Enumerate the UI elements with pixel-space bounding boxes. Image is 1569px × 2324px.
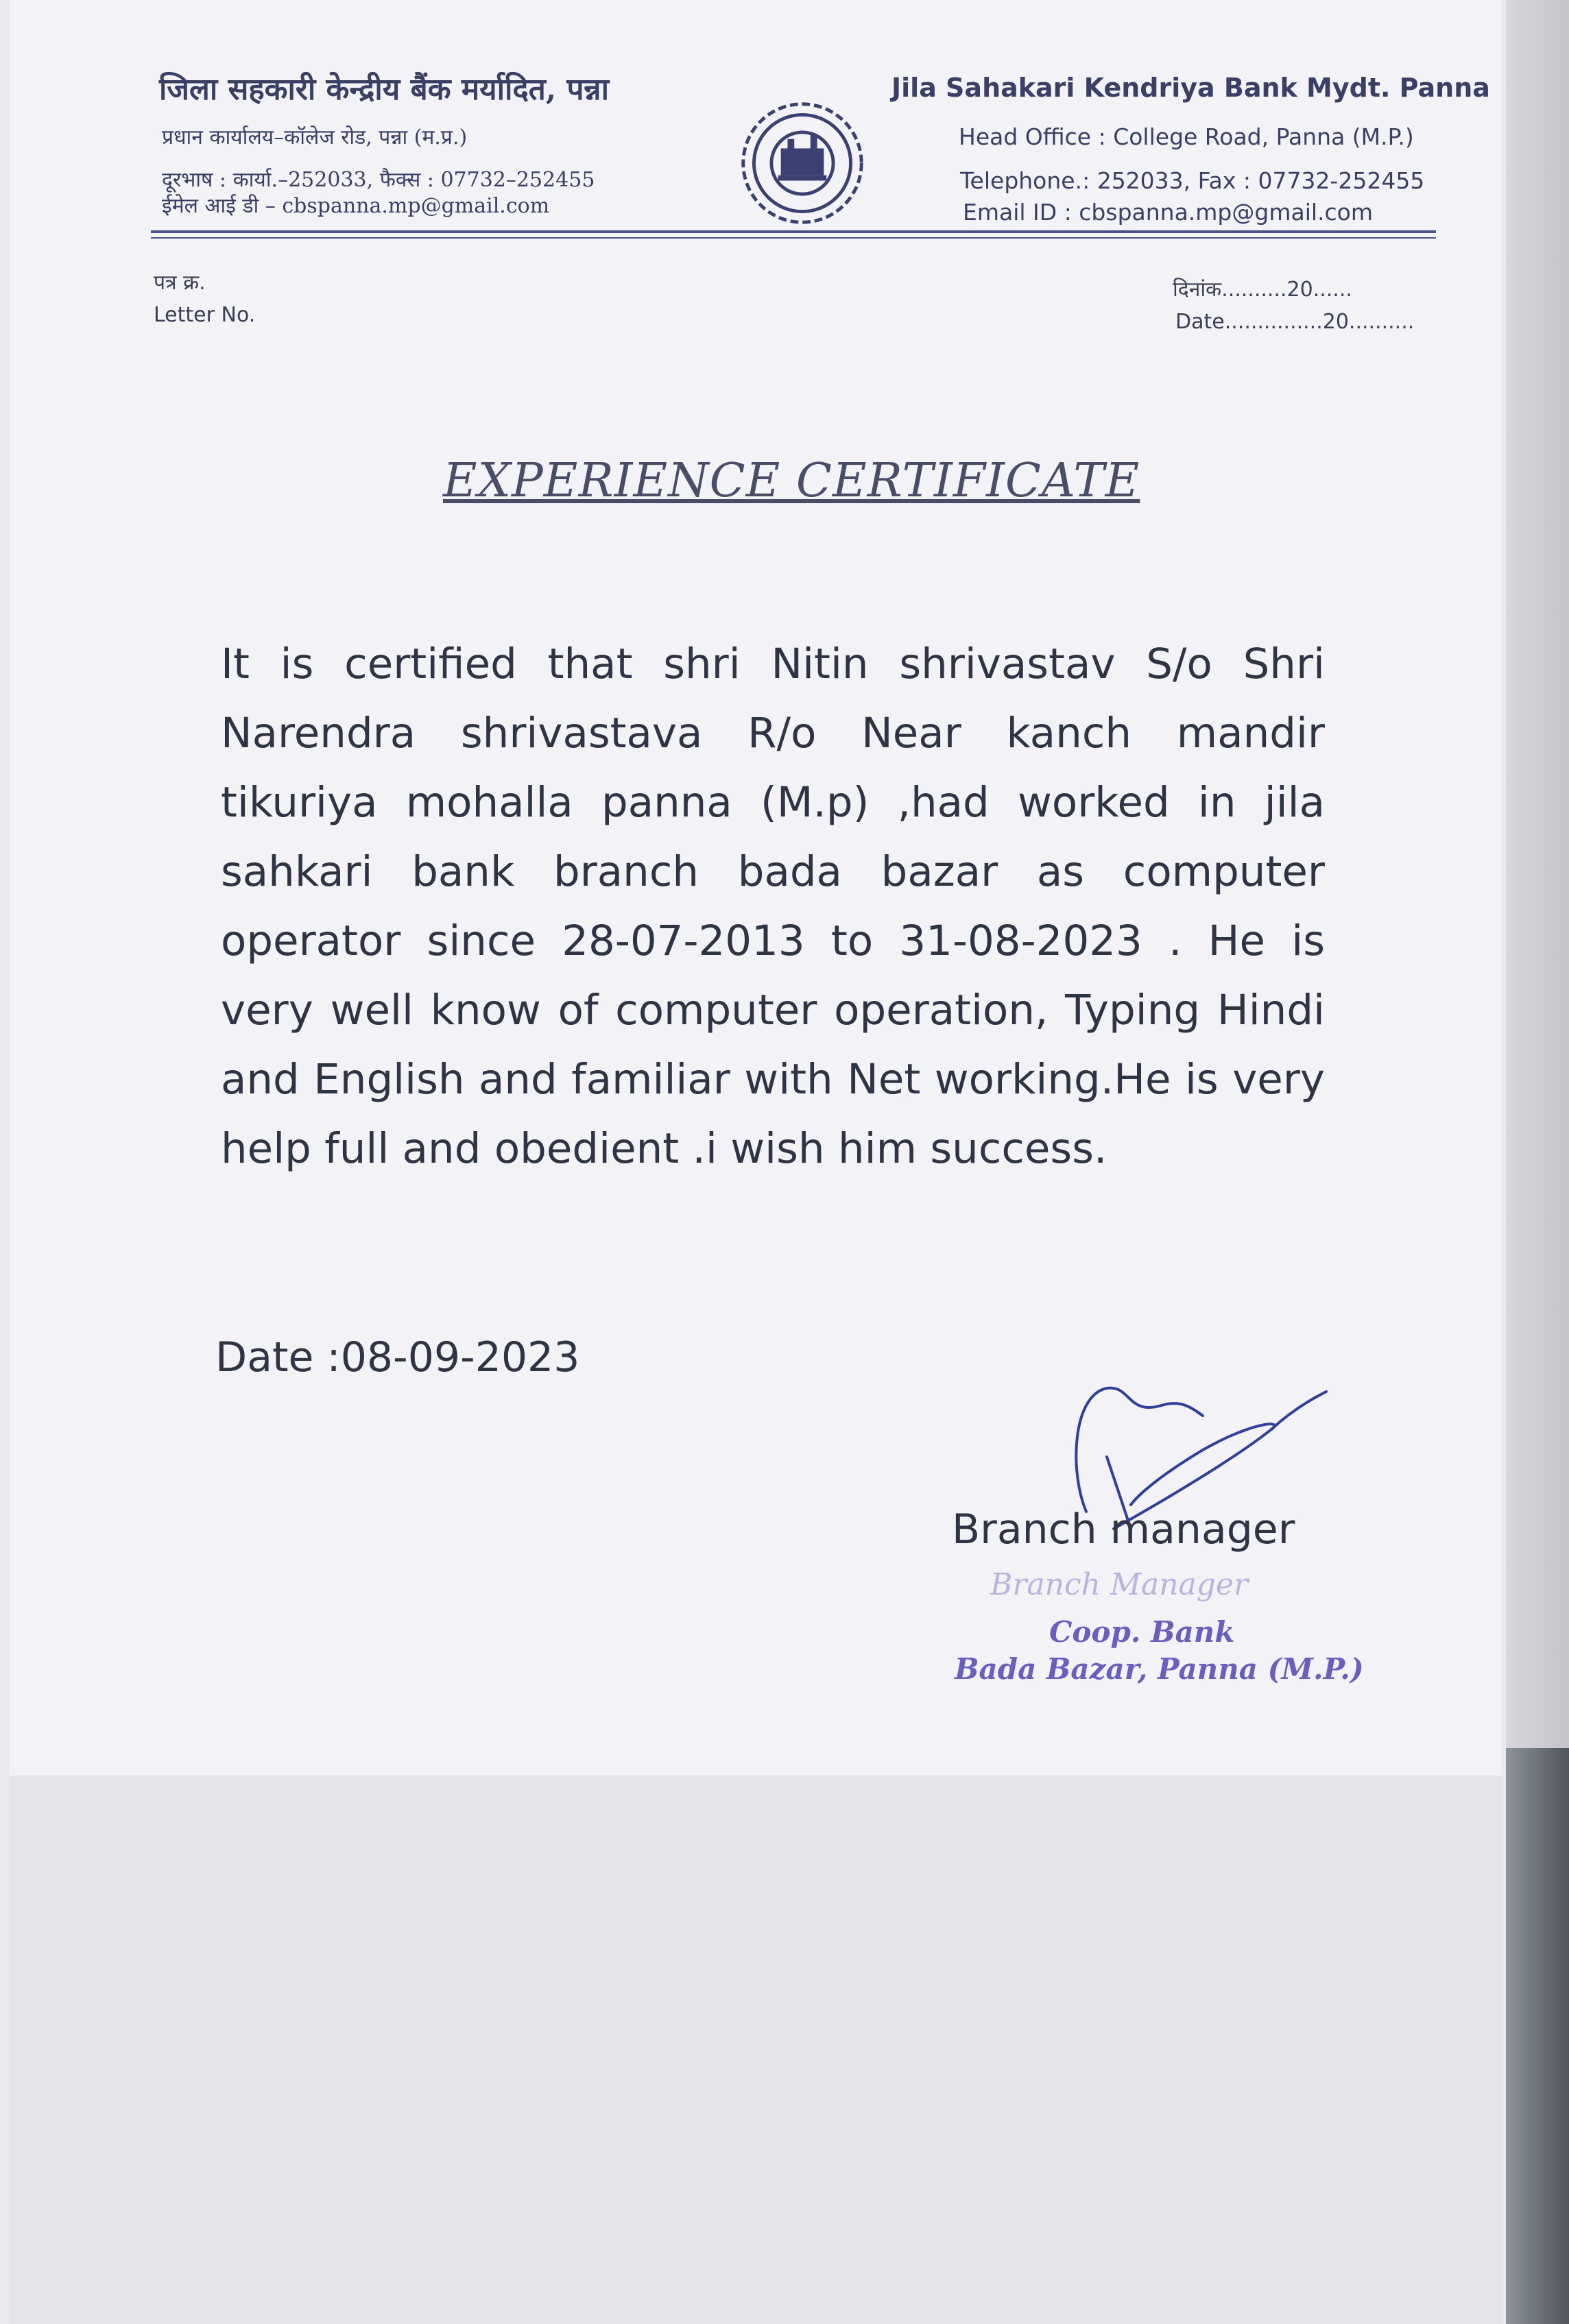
header-rule (151, 230, 1436, 233)
paper-lower-area (10, 1776, 1502, 2324)
stamp-line-3: Bada Bazar, Panna (M.P.) (955, 1652, 1364, 1686)
background-surface (1506, 1748, 1569, 2324)
issue-date: Date :08-09-2023 (215, 1333, 580, 1381)
stamp-line-2: Coop. Bank (1049, 1615, 1235, 1649)
head-office-hindi: प्रधान कार्यालय–कॉलेज रोड, पन्ना (म.प्र.) (162, 125, 468, 149)
header-rule-thin (151, 237, 1436, 239)
page-edge-shadow (1506, 0, 1569, 1748)
bank-seal-icon (735, 96, 870, 230)
designation: Branch manager (952, 1505, 1295, 1553)
email: Email ID : cbspanna.mp@gmail.com (963, 199, 1373, 226)
certificate-body: It is certified that shri Nitin shrivastav S/o Shri Narendra shrivastava R/o Near kanch mandir tikuriya mohalla panna (M.p) ,had worked in jila sahkari bank branch bada bazar as computer operator since 28-07-2013 to 31-08-2023 . He is very well know of computer operation, Typing Hindi and English and familiar with Net working.He is very help full and obedient .i wish him success. (221, 640, 1325, 1173)
bank-name-english: Jila Sahakari Kendriya Bank Mydt. Panna (891, 73, 1490, 103)
certificate-title: EXPERIENCE CERTIFICATE (443, 454, 1140, 508)
letter-no-hindi: पत्र क्र. (154, 271, 206, 295)
letter-no: Letter No. (154, 303, 256, 327)
head-office: Head Office : College Road, Panna (M.P.) (959, 123, 1414, 150)
date-hindi: दिनांक..........20...... (1173, 278, 1352, 302)
email-hindi: ईमेल आई डी – cbspanna.mp@gmail.com (162, 194, 550, 218)
phone-hindi: दूरभाष : कार्या.–252033, फैक्स : 07732–252455 (162, 168, 595, 192)
stamp-line-1: Branch Manager (990, 1567, 1248, 1602)
letter-page (10, 0, 1502, 2324)
bank-name-hindi: जिला सहकारी केन्द्रीय बैंक मर्यादित, पन्ना (159, 72, 609, 107)
date-field: Date...............20.......... (1175, 310, 1415, 334)
telephone: Telephone.: 252033, Fax : 07732-252455 (960, 167, 1425, 194)
